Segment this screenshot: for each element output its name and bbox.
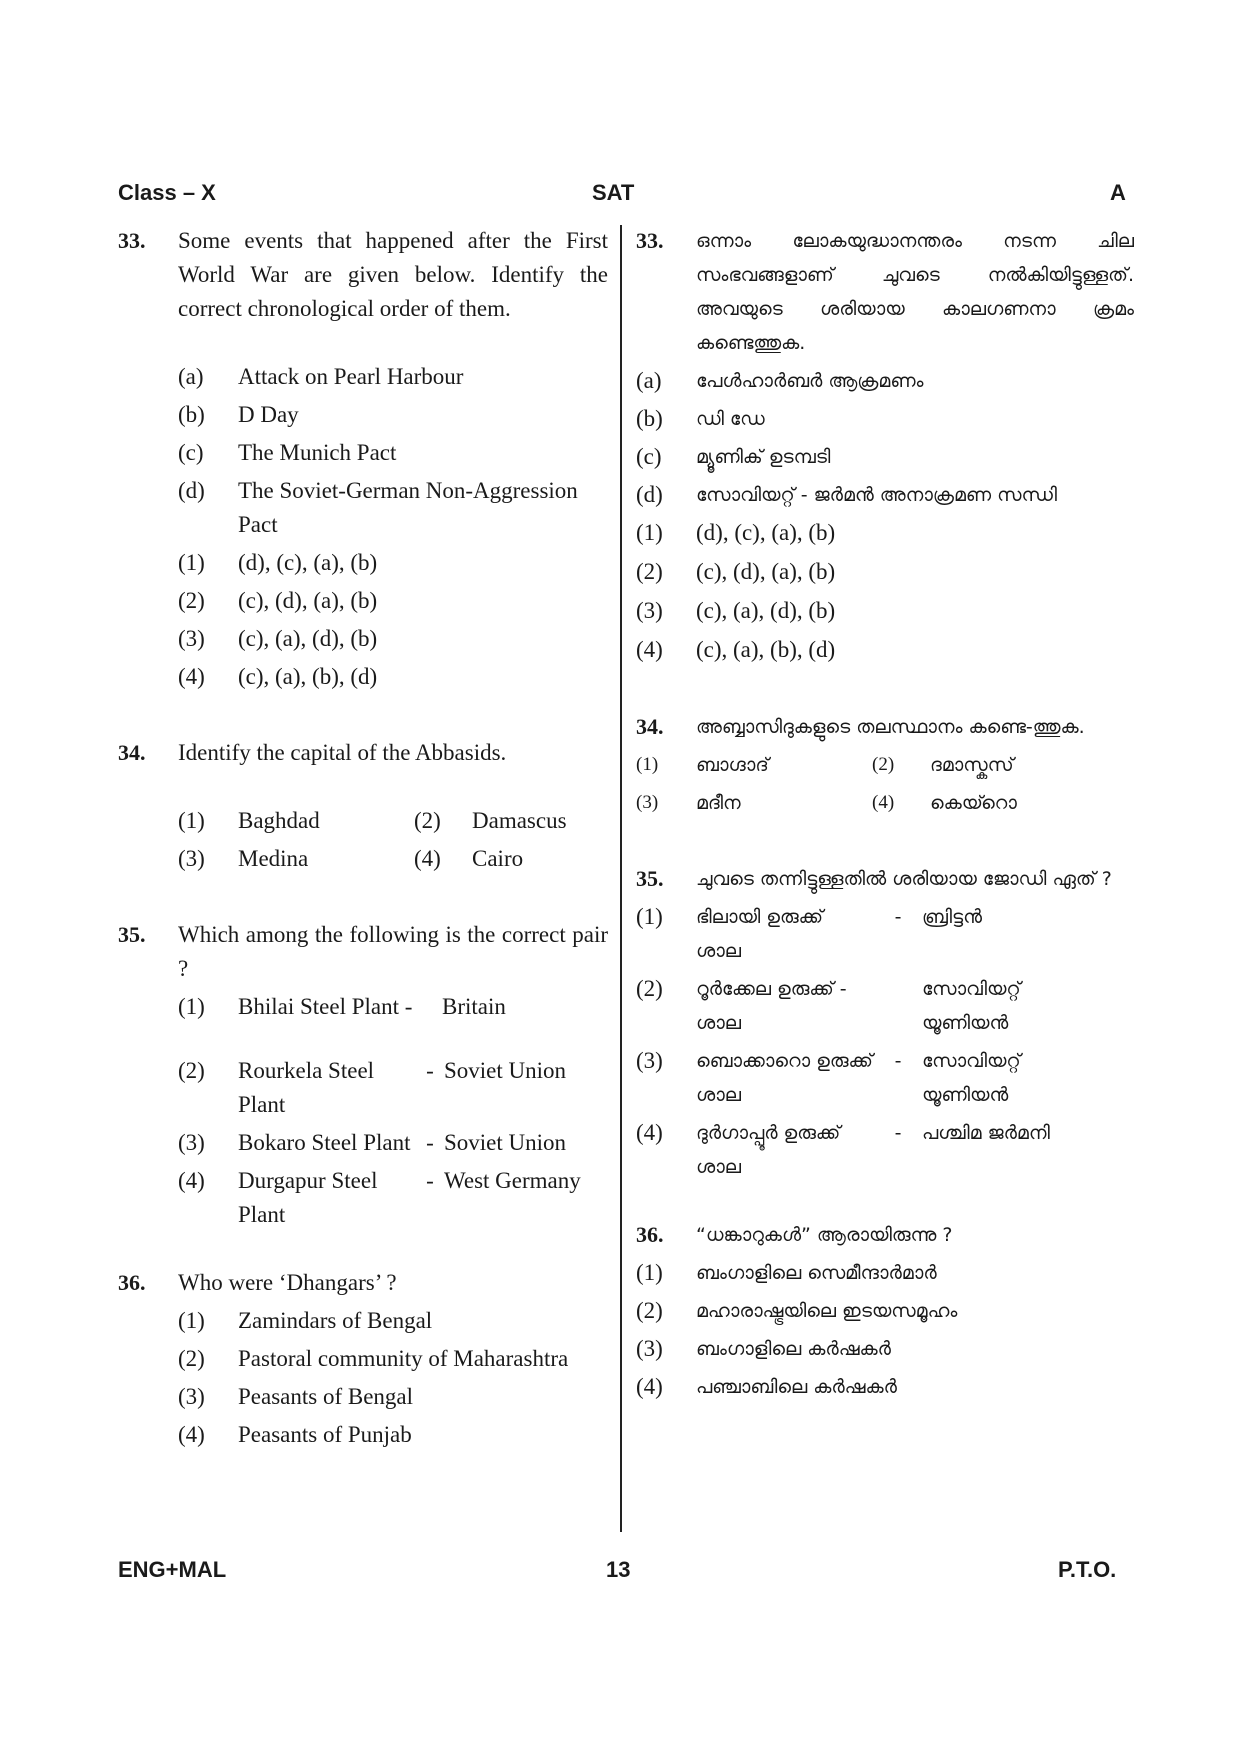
question-36-ml xyxy=(636,1218,1134,1252)
question-34-en xyxy=(118,736,608,770)
question-text: Some events that happened after the First World War are given below. Identify the correct chronological order of them. xyxy=(178,228,608,321)
item-a: (a) Attack on Pearl Harbour xyxy=(178,364,464,389)
question-35-ml xyxy=(636,862,1134,896)
option-1[interactable]: (1) Bhilai Steel Plant - Britain xyxy=(178,994,506,1019)
question-text: ചുവടെ തന്നിട്ടുള്ളതിൽ ശരിയായ ജോഡി ഏത് ? xyxy=(696,868,1112,890)
option-1[interactable]: Baghdad xyxy=(238,808,320,833)
option-2[interactable]: (2) Rourkela Steel Plant - Soviet Union xyxy=(178,1058,567,1117)
item-d: (d) The Soviet-German Non-Aggression Pact xyxy=(178,478,578,537)
question-text: ഒന്നാം ലോകയുദ്ധാനന്തരം നടന്ന ചില സംഭവങ്ങളാണ് ചുവടെ നൽകിയിട്ടുള്ളത്. അവയുടെ ശരിയായ കാലഗണനാ ക്രമം കണ്ടെത്തുക. xyxy=(696,230,1134,354)
option-3-label: (3) xyxy=(178,846,205,871)
option-4[interactable]: (4) ദുർഗാപ്പൂർ ഉരുക്ക് ശാല - പശ്ചിമ ജർമനി xyxy=(636,1120,1050,1178)
footer-language: ENG+MAL xyxy=(118,1557,227,1582)
item-c: (c) The Munich Pact xyxy=(178,440,397,465)
question-number: 34. xyxy=(118,740,146,765)
option-2[interactable]: (2) (c), (d), (a), (b) xyxy=(636,559,836,584)
option-1[interactable]: (1) (d), (c), (a), (b) xyxy=(636,520,836,545)
question-33-en xyxy=(118,224,608,326)
footer-pto: P.T.O. xyxy=(1058,1557,1117,1582)
option-2[interactable]: (2) Pastoral community of Maharashtra xyxy=(178,1346,569,1371)
header-series: A xyxy=(1110,180,1126,205)
question-35-en xyxy=(118,918,608,986)
option-3[interactable]: (3) (c), (a), (d), (b) xyxy=(636,598,836,623)
question-number: 33. xyxy=(636,228,664,253)
question-33-ml xyxy=(636,224,1134,360)
option-4[interactable]: Cairo xyxy=(472,846,524,871)
option-4[interactable]: (4) പഞ്ചാബിലെ കർഷകർ xyxy=(636,1374,897,1399)
option-1[interactable]: (1) (d), (c), (a), (b) xyxy=(178,550,378,575)
option-2[interactable]: (2) മഹാരാഷ്ട്രയിലെ ഇടയസമൂഹം xyxy=(636,1298,958,1323)
malayalam-column xyxy=(636,224,1134,1404)
option-1[interactable]: (1) Zamindars of Bengal xyxy=(178,1308,433,1333)
option-2-label: (2) xyxy=(414,808,441,833)
option-4[interactable]: (4) (c), (a), (b), (d) xyxy=(178,664,378,689)
option-3-label: (3) xyxy=(636,792,659,813)
option-4[interactable]: (4) Durgapur Steel Plant - West Germany xyxy=(178,1168,581,1227)
question-text: Which among the following is the correct pair ? xyxy=(178,922,608,981)
question-number: 36. xyxy=(636,1222,664,1247)
option-4[interactable]: (4) Peasants of Punjab xyxy=(178,1422,412,1447)
option-3[interactable]: Medina xyxy=(238,846,309,871)
item-b: (b) ഡി ഡേ xyxy=(636,406,765,431)
option-1[interactable]: (1) ബംഗാളിലെ സെമീന്ദാർമാർ xyxy=(636,1260,937,1285)
option-3[interactable]: (3) Bokaro Steel Plant - Soviet Union xyxy=(178,1130,567,1155)
question-number: 34. xyxy=(636,714,664,739)
option-2[interactable]: (2) (c), (d), (a), (b) xyxy=(178,588,378,613)
option-2[interactable]: Damascus xyxy=(472,808,567,833)
question-number: 36. xyxy=(118,1270,146,1295)
option-3[interactable]: (3) ബംഗാളിലെ കർഷകർ xyxy=(636,1336,891,1361)
question-number: 35. xyxy=(636,866,664,891)
option-1-label: (1) xyxy=(178,808,205,833)
header-class: Class – X xyxy=(118,180,216,205)
option-3[interactable]: (3) Peasants of Bengal xyxy=(178,1384,414,1409)
header-exam: SAT xyxy=(592,180,635,205)
item-a: (a) പേൾഹാർബർ ആക്രമണം xyxy=(636,368,924,393)
item-d: (d) സോവിയറ്റ് - ജർമൻ അനാക്രമണ സന്ധി xyxy=(636,482,1058,507)
page-number: 13 xyxy=(606,1557,631,1582)
option-3[interactable]: (3) (c), (a), (d), (b) xyxy=(178,626,378,651)
question-text: “ധങ്കാറുകൾ” ആരായിരുന്നു ? xyxy=(696,1224,953,1246)
option-4[interactable]: കെയ്റൊ xyxy=(930,792,1017,814)
column-divider xyxy=(620,225,622,1532)
english-column xyxy=(118,224,608,1452)
question-36-en xyxy=(118,1266,608,1300)
option-3[interactable]: (3) ബൊക്കാറൊ ഉരുക്ക് ശാല - സോവിയറ്റ് യൂണിയൻ xyxy=(636,1048,1021,1106)
item-c: (c) മ്യൂണിക് ഉടമ്പടി xyxy=(636,444,831,469)
question-text: Who were ‘Dhangars’ ? xyxy=(178,1270,397,1295)
option-3[interactable]: മദീന xyxy=(696,792,741,814)
option-2-label: (2) xyxy=(872,754,895,775)
option-4-label: (4) xyxy=(414,846,441,871)
question-34-ml xyxy=(636,710,1134,744)
option-1[interactable]: (1) ഭിലായി ഉരുക്ക് ശാല - ബ്രിട്ടൻ xyxy=(636,904,983,962)
option-4-label: (4) xyxy=(872,792,895,813)
question-text: അബ്ബാസിദുകളുടെ തലസ്ഥാനം കണ്ടെ-ത്തുക. xyxy=(696,716,1085,738)
option-2[interactable]: ദമാസ്കസ് xyxy=(930,754,1014,776)
item-b: (b) D Day xyxy=(178,402,299,427)
option-1[interactable]: ബാഗ്ദാദ് xyxy=(696,754,769,776)
option-2[interactable]: (2) റൂർക്കേല ഉരുക്ക് - ശാല സോവിയറ്റ് യൂണിയൻ xyxy=(636,976,1021,1034)
question-number: 33. xyxy=(118,228,146,253)
question-text: Identify the capital of the Abbasids. xyxy=(178,740,507,765)
option-4[interactable]: (4) (c), (a), (b), (d) xyxy=(636,637,836,662)
option-1-label: (1) xyxy=(636,754,659,775)
question-number: 35. xyxy=(118,922,146,947)
